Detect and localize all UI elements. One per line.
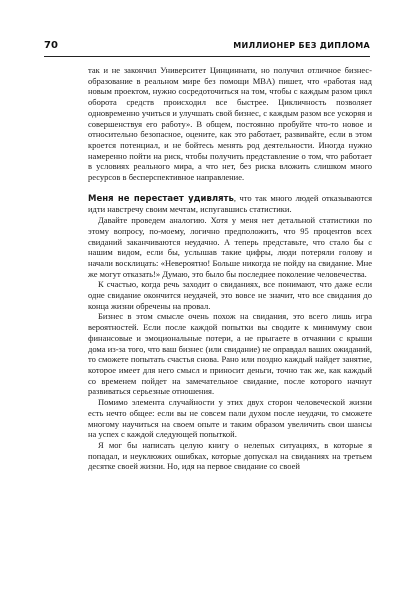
- body-text: [88, 65, 372, 472]
- paragraph: Помимо элемента случайности у этих двух сторон человеческой жизни есть нечто общее: если вы не совсем пали духом после неудачи, то сможете многому научиться на своем опыте и таким образом увеличить свои шансы на успех с каждой следующей попыткой.: [88, 397, 372, 440]
- paragraph: Я мог бы написать целую книгу о нелепых ситуациях, в которые я попадал, и неуклюжих ошибках, которые допускал на свиданиях на третьем десятке своей жизни. Но, идя на первое свидание со своей: [88, 439, 372, 472]
- page-number: 70: [44, 40, 58, 51]
- paragraph: так и не закончил Университет Цинциннати, но получил отличное бизнес-образование в реальном мире без помощи MBA) пишет, что «работая над новым проектом, нужно сосредоточиться на том, чтобы с каждым разом цикл оборота средств происходил все быстрее. Цикличность позволяет одновременно учиться и улучшать свой бизнес, с каждым разом все ускоряя и совершенствуя его работу». В общем, постоянно пробуйте что-то новое и относительно безопасное, оцените, как это работает, развивайте, если в этом кроется потенциал, и не бойтесь менять род деятельности. Иногда нужно намеренно пойти на риск, чтобы получить представление о том, что работает в условиях реального мира, а что нет, без риска вложить слишком много ресурсов в бесперспективное направление.: [88, 65, 372, 183]
- paragraph: Давайте проведем аналогию. Хотя у меня нет детальной статистики по этому вопросу, по-моему, логично предположить, что 95 процентов всех свиданий заканчиваются неудачно. А теперь представьте, что стало бы с нашим видом, если бы, услышав такие цифры, люди потеряли голову и начали восклицать: «Невероятно! Больше никогда не пойду на свидание. Мне же могут отказать!» Думаю, это было бы последнее поколение человечества.: [88, 215, 372, 279]
- page-header: [44, 42, 370, 57]
- paragraph: Бизнес в этом смысле очень похож на свидания, это всего лишь игра вероятностей. Если после каждой попытки вы сводите к минимуму свои финансовые и эмоциональные потери, а не прыгаете в отчаянии с крыши дома из-за того, что ваш бизнес (или свидание) не оправдал ваших ожиданий, то сможете попытать счастья снова. Рано или поздно каждый найдет занятие, которое имеет для него смысл и приносит деньги, точно так же, как каждый со временем пойдет на замечательное свидание, после которого начнут развиваться серьезные отношения.: [88, 311, 372, 397]
- running-title: МИЛЛИОНЕР БЕЗ ДИПЛОМА: [233, 41, 370, 50]
- paragraph: К счастью, когда речь заходит о свиданиях, все понимают, что даже если одне свидание окончится неудачей, это вовсе не значит, что все свидания до конца жизни обречены на провал.: [88, 279, 372, 311]
- paragraph-lead: [88, 193, 372, 215]
- lead-in-phrase: Меня не перестает удивлять: [88, 193, 234, 204]
- paragraph-text: , что так много людей отказываются идти навстречу своим мечтам, испугавшись статистики.: [88, 192, 372, 215]
